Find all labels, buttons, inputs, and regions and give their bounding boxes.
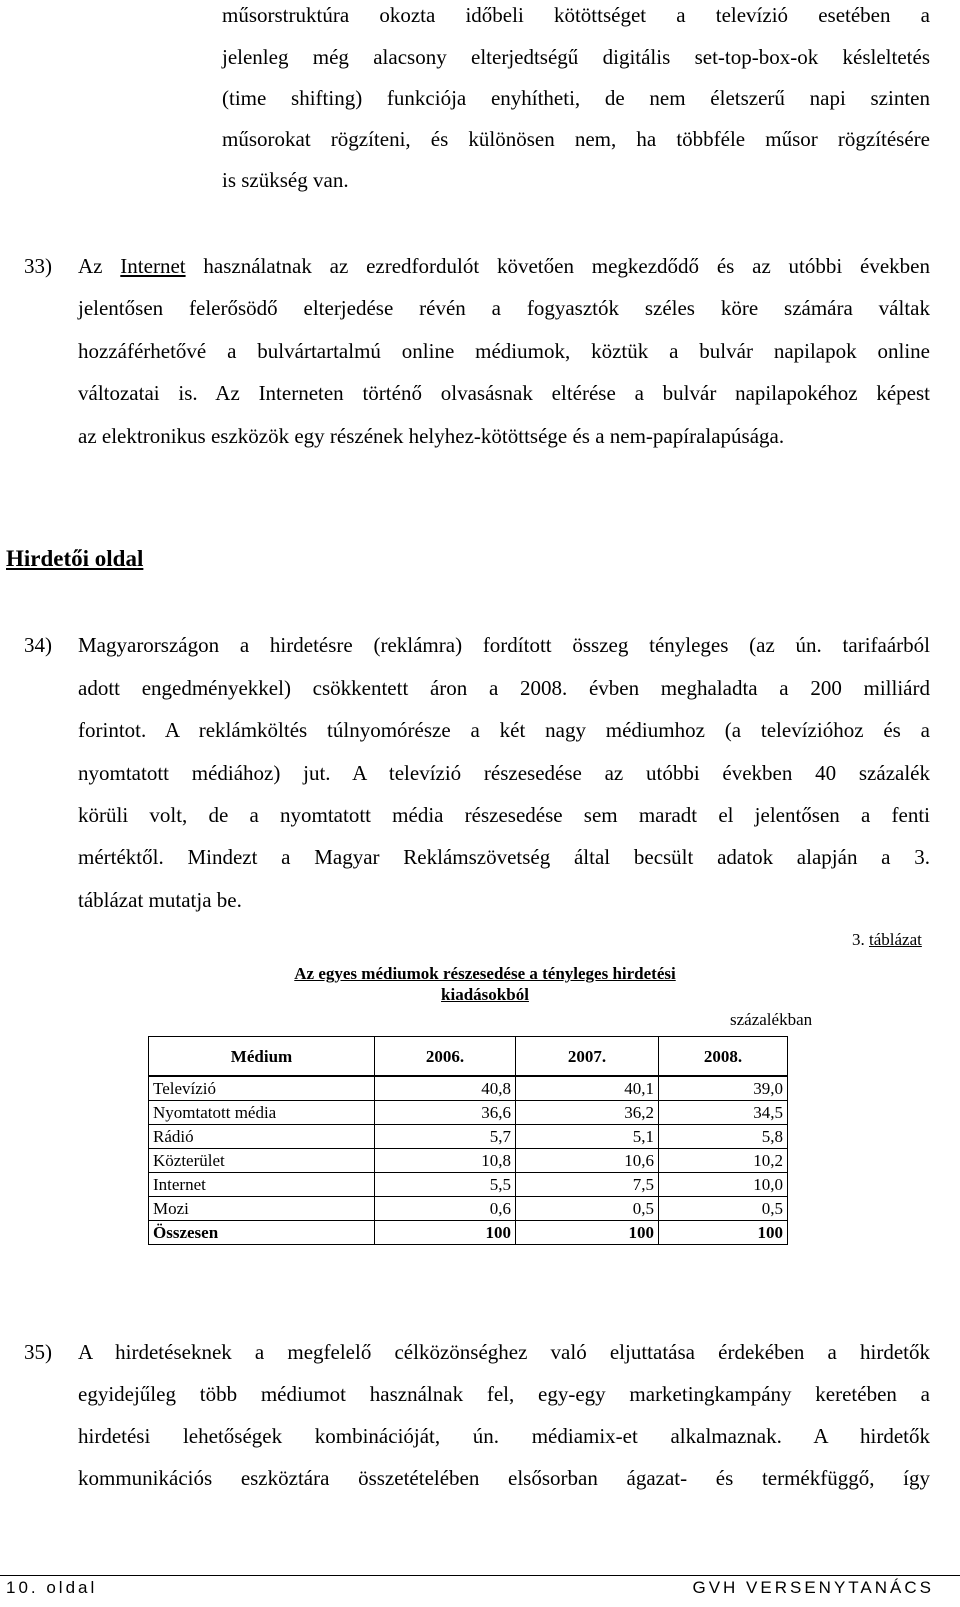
paragraph-number-33: 33)	[24, 254, 52, 278]
table-row	[149, 1149, 788, 1173]
p34-line: Magyarországon a hirdetésre (reklámra) fordított összeg tényleges (az ún. tarifaárból	[78, 633, 930, 657]
table-cell: Mozi	[149, 1197, 375, 1221]
paragraph-number-35: 35)	[24, 1340, 52, 1364]
footer-page-number: 10. oldal	[6, 1578, 98, 1597]
table-cell: 5,8	[659, 1125, 788, 1149]
table-cell: Nyomtatott média	[149, 1101, 375, 1125]
table-cell: Internet	[149, 1173, 375, 1197]
intro-line: (time shifting) funkciója enyhítheti, de nem életszerű napi szinten	[222, 86, 930, 110]
table-cell: Rádió	[149, 1125, 375, 1149]
p33-line: az elektronikus eszközök egy részének helyhez-kötöttsége és a nem-papíralapúsága.	[78, 424, 785, 448]
p35-line: kommunikációs eszköztára összetételében elsősorban ágazat- és termékfüggő, így	[78, 1466, 930, 1490]
table-cell: 5,1	[516, 1125, 659, 1149]
table-cell: 100	[516, 1221, 659, 1245]
p35-line: A hirdetéseknek a megfelelő célközönséghez való eljuttatása érdekében a hirdetők	[78, 1340, 930, 1364]
table-header-cell: Médium	[149, 1037, 375, 1077]
table-cell: 39,0	[659, 1076, 788, 1101]
table-title-line: Az egyes médiumok részesedése a tényleges hirdetési	[294, 964, 676, 983]
table-cell: Televízió	[149, 1076, 375, 1101]
table-cell: 10,0	[659, 1173, 788, 1197]
table-cell: 5,5	[375, 1173, 516, 1197]
table-cell: 10,8	[375, 1149, 516, 1173]
table-row	[149, 1173, 788, 1197]
table-cell: 40,1	[516, 1076, 659, 1101]
table-total-row	[149, 1221, 788, 1245]
table-title	[230, 963, 740, 1005]
footer-organization: GVH VERSENYTANÁCS	[692, 1578, 934, 1597]
table-cell: 36,6	[375, 1101, 516, 1125]
p34-line: táblázat mutatja be.	[78, 888, 242, 912]
table-row	[149, 1125, 788, 1149]
p35-line: hirdetési lehetőségek kombinációját, ún. médiamix-et alkalmaznak. A hirdetők	[78, 1424, 930, 1448]
p35-line: egyidejűleg több médiumot használnak fel, egy-egy marketingkampány keretében a	[78, 1382, 930, 1406]
intro-line: műsorokat rögzíteni, és különösen nem, ha többféle műsor rögzítésére	[222, 127, 930, 151]
table-header-cell: 2007.	[516, 1037, 659, 1077]
table-cell: 0,5	[659, 1197, 788, 1221]
intro-line: műsorstruktúra okozta időbeli kötöttséget a televízió esetében a	[222, 3, 930, 27]
intro-line: jelenleg még alacsony elterjedtségű digitális set-top-box-ok késleltetés	[222, 45, 930, 69]
p33-line: jelentősen felerősödő elterjedése révén a fogyasztók széles köre számára váltak	[78, 296, 930, 320]
table-row	[149, 1197, 788, 1221]
table-caption-number: 3.	[852, 930, 869, 949]
table-cell: 34,5	[659, 1101, 788, 1125]
internet-link: Internet	[120, 254, 186, 278]
table-cell: 10,2	[659, 1149, 788, 1173]
p34-line: mértéktől. Mindezt a Magyar Reklámszövetség által becsült adatok alapján a 3.	[78, 845, 930, 869]
table-cell: 0,5	[516, 1197, 659, 1221]
table-row	[149, 1076, 788, 1101]
table-cell: 40,8	[375, 1076, 516, 1101]
paragraph-33-first-line	[78, 254, 930, 279]
table-cell: Összesen	[149, 1221, 375, 1245]
table-title-line: kiadásokból	[441, 985, 529, 1004]
table-row	[149, 1101, 788, 1125]
section-heading: Hirdetői oldal	[6, 546, 144, 571]
p34-line: nyomtatott médiához) jut. A televízió részesedése az utóbbi években 40 százalék	[78, 761, 930, 785]
p34-line: forintot. A reklámköltés túlnyomórésze a két nagy médiumhoz (a televízióhoz és a	[78, 718, 930, 742]
table-caption	[852, 930, 922, 950]
table-header-row	[149, 1037, 788, 1077]
p34-line: körüli volt, de a nyomtatott média részesedése sem maradt el jelentősen a fenti	[78, 803, 930, 827]
table-cell: 100	[659, 1221, 788, 1245]
table-unit: százalékban	[730, 1010, 813, 1029]
table-cell: 36,2	[516, 1101, 659, 1125]
table-cell: 100	[375, 1221, 516, 1245]
paragraph-number-34: 34)	[24, 633, 52, 657]
footer-divider	[0, 1575, 960, 1576]
p34-line: adott engedményekkel) csökkentett áron a 2008. évben meghaladta a 200 milliárd	[78, 676, 930, 700]
table-caption-word: táblázat	[869, 930, 922, 949]
p33-line: változatai is. Az Interneten történő olvasásnak eltérése a bulvár napilapokéhoz képest	[78, 381, 930, 405]
table-cell: Közterület	[149, 1149, 375, 1173]
p33-prefix: Az	[78, 254, 121, 278]
p33-line: hozzáférhetővé a bulvártartalmú online médiumok, köztük a bulvár napilapok online	[78, 339, 930, 363]
table-cell: 0,6	[375, 1197, 516, 1221]
p33-first-rest: használatnak az ezredfordulót követően megkezdődő és az utóbbi években	[185, 254, 930, 278]
table-cell: 10,6	[516, 1149, 659, 1173]
table-cell: 7,5	[516, 1173, 659, 1197]
table-header-cell: 2006.	[375, 1037, 516, 1077]
table-cell: 5,7	[375, 1125, 516, 1149]
table-header-cell: 2008.	[659, 1037, 788, 1077]
intro-line: is szükség van.	[222, 168, 349, 192]
media-share-table	[148, 1036, 788, 1245]
